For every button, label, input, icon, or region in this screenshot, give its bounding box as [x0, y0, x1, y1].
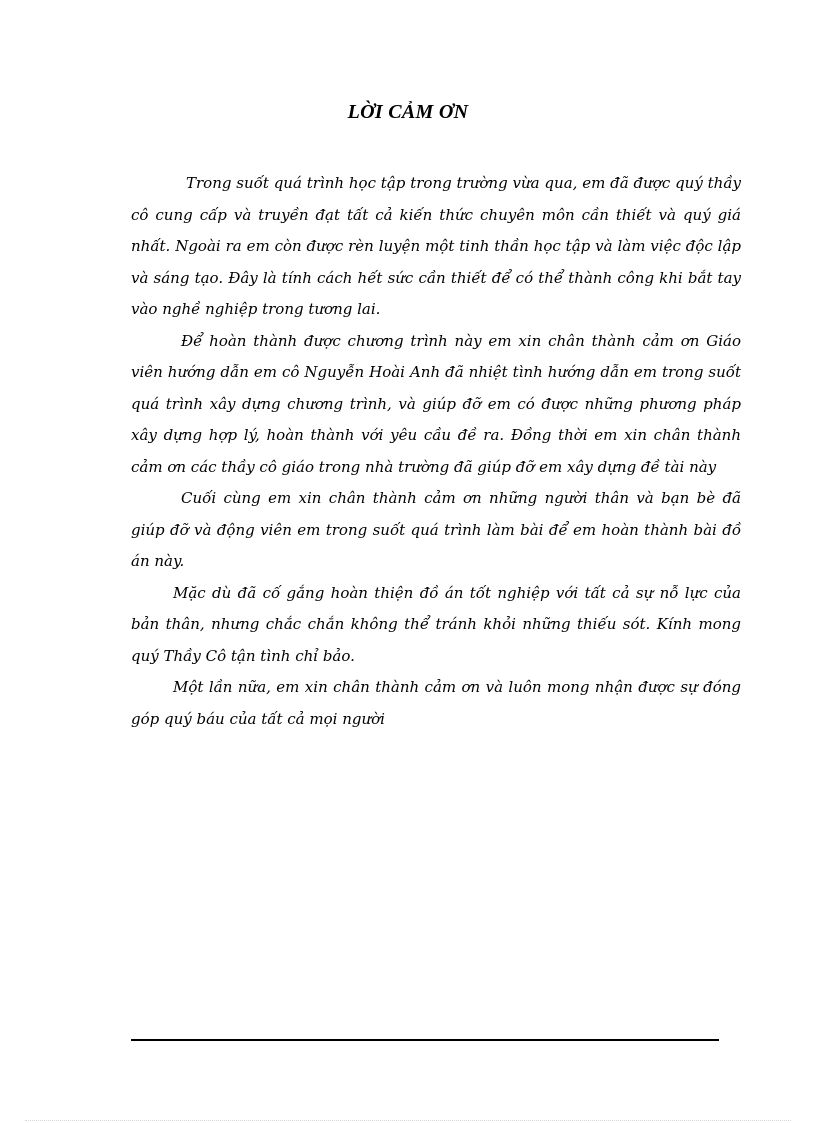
paragraph-2: Để hoàn thành được chương trình này em xin chân thành cảm ơn Giáo viên hướng dẫn em cô Nguyễn Hoài Anh đã nhiệt tình hướng dẫn em trong suốt quá trình xây dựng chương trình, và giúp đỡ em có được những phương pháp xây dựng hợp lý, hoàn thành với yêu cầu đề ra. Đồng thời em xin chân thành cảm ơn các thầy cô giáo trong nhà trường đã giúp đỡ em xây dựng đề tài này — [131, 331, 741, 476]
paragraph-3: Cuối cùng em xin chân thành cảm ơn những người thân và bạn bè đã giúp đỡ và động viên em trong suốt quá trình làm bài để em hoàn thành bài đồ án này. — [131, 489, 741, 570]
footer-rule — [131, 1039, 719, 1041]
paragraph-1: Trong suốt quá trình học tập trong trường vừa qua, em đã được quý thầy cô cung cấp và truyền đạt tất cả kiến thức chuyên môn cần thiết và quý giá nhất. Ngoài ra em còn được rèn luyện một tinh thần học tập và làm việc độc lập và sáng tạo. Đây là tính cách hết sức cần thiết để có thể thành công khi bắt tay vào nghề nghiệp trong tương lai. — [131, 174, 741, 318]
paragraph-5: Một lần nữa, em xin chân thành cảm ơn và luôn mong nhận được sự đóng góp quý báu của tất cả mọi người — [131, 678, 741, 728]
page-title: LỜI CẢM ƠN — [347, 101, 469, 123]
paragraph-4: Mặc dù đã cố gắng hoàn thiện đồ án tốt nghiệp với tất cả sự nỗ lực của bản thân, nhưng chắc chắn không thể tránh khỏi những thiếu sót. Kính mong quý Thầy Cô tận tình chỉ bảo. — [131, 583, 741, 665]
page-edge-divider — [25, 1120, 791, 1121]
acknowledgement-body — [131, 168, 741, 735]
